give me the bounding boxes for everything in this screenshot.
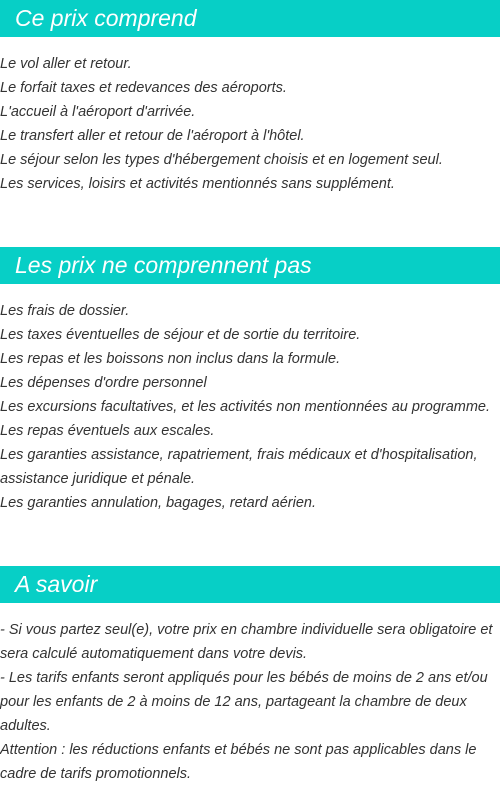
section-list xyxy=(0,618,500,786)
list-item: - Si vous partez seul(e), votre prix en chambre individuelle sera obligatoire et sera calculé automatiquement dans votre devis. xyxy=(0,622,493,662)
list-item: Le vol aller et retour. xyxy=(0,56,132,72)
section-title: Les prix ne comprennent pas xyxy=(0,247,500,284)
section-title: Ce prix comprend xyxy=(0,0,500,37)
section-price-excludes xyxy=(0,247,500,515)
list-item: L'accueil à l'aéroport d'arrivée. xyxy=(0,104,196,120)
list-item: Attention : les réductions enfants et bébés ne sont pas applicables dans le cadre de tarifs promotionnels. xyxy=(0,742,477,782)
section-list xyxy=(0,299,500,515)
list-item: Les frais de dossier. xyxy=(0,303,130,319)
section-good-to-know xyxy=(0,566,500,786)
section-title: A savoir xyxy=(0,566,500,603)
list-item: - Les tarifs enfants seront appliqués pour les bébés de moins de 2 ans et/ou pour les enfants de 2 à moins de 12 ans, partageant la chambre de deux adultes. xyxy=(0,670,488,734)
list-item: Les repas et les boissons non inclus dans la formule. xyxy=(0,351,341,367)
list-item: Le transfert aller et retour de l'aéroport à l'hôtel. xyxy=(0,128,305,144)
list-item: Le forfait taxes et redevances des aéroports. xyxy=(0,80,287,96)
list-item: Le séjour selon les types d'hébergement choisis et en logement seul. xyxy=(0,152,443,168)
section-list xyxy=(0,52,500,196)
list-item: Les services, loisirs et activités mentionnés sans supplément. xyxy=(0,176,395,192)
list-item: Les taxes éventuelles de séjour et de sortie du territoire. xyxy=(0,327,361,343)
list-item: Les dépenses d'ordre personnel xyxy=(0,375,207,391)
list-item: Les garanties assistance, rapatriement, frais médicaux et d'hospitalisation, assistance juridique et pénale. xyxy=(0,447,478,487)
list-item: Les garanties annulation, bagages, retard aérien. xyxy=(0,495,316,511)
list-item: Les repas éventuels aux escales. xyxy=(0,423,215,439)
list-item: Les excursions facultatives, et les activités non mentionnées au programme. xyxy=(0,399,491,415)
section-price-includes xyxy=(0,0,500,196)
